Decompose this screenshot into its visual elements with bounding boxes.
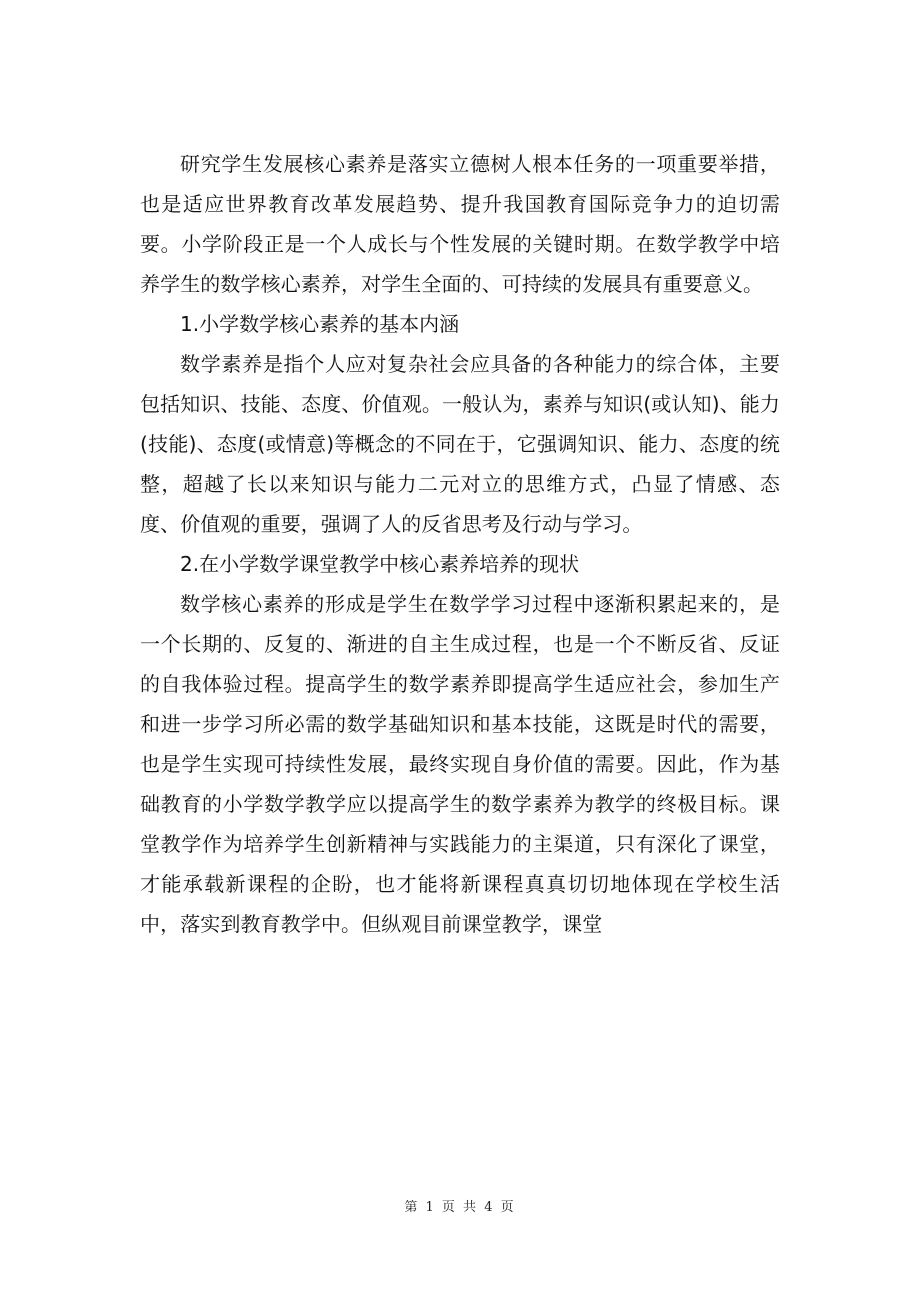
paragraph-section-1: 数学素养是指个人应对复杂社会应具备的各种能力的综合体，主要包括知识、技能、态度、价值观。一般认为，素养与知识(或认知)、能力(技能)、态度(或情意)等概念的不同在于，它强调知识、能力、态度的统整，超越了长以来知识与能力二元对立的思维方式，凸显了情感、态度、价值观的重要，强调了人的反省思考及行动与学习。 bbox=[140, 352, 780, 536]
section-heading-1: 1.小学数学核心素养的基本内涵 bbox=[180, 312, 460, 336]
section-heading-2: 2.在小学数学课堂教学中核心素养培养的现状 bbox=[180, 552, 580, 576]
page-number-footer: 第 1 页 共 4 页 bbox=[404, 1200, 516, 1215]
document-body bbox=[140, 144, 780, 944]
paragraph-intro: 研究学生发展核心素养是落实立德树人根本任务的一项重要举措，也是适应世界教育改革发展趋势、提升我国教育国际竞争力的迫切需要。小学阶段正是一个人成长与个性发展的关键时期。在数学教学中培养学生的数学核心素养，对学生全面的、可持续的发展具有重要意义。 bbox=[140, 152, 780, 296]
paragraph-section-2: 数学核心素养的形成是学生在数学学习过程中逐渐积累起来的，是一个长期的、反复的、渐进的自主生成过程，也是一个不断反省、反证的自我体验过程。提高学生的数学素养即提高学生适应社会，参加生产和进一步学习所必需的数学基础知识和基本技能，这既是时代的需要，也是学生实现可持续性发展，最终实现自身价值的需要。因此，作为基础教育的小学数学教学应以提高学生的数学素养为教学的终极目标。课堂教学作为培养学生创新精神与实践能力的主渠道，只有深化了课堂，才能承载新课程的企盼，也才能将新课程真真切切地体现在学校生活中，落实到教育教学中。但纵观目前课堂教学，课堂 bbox=[140, 592, 780, 936]
